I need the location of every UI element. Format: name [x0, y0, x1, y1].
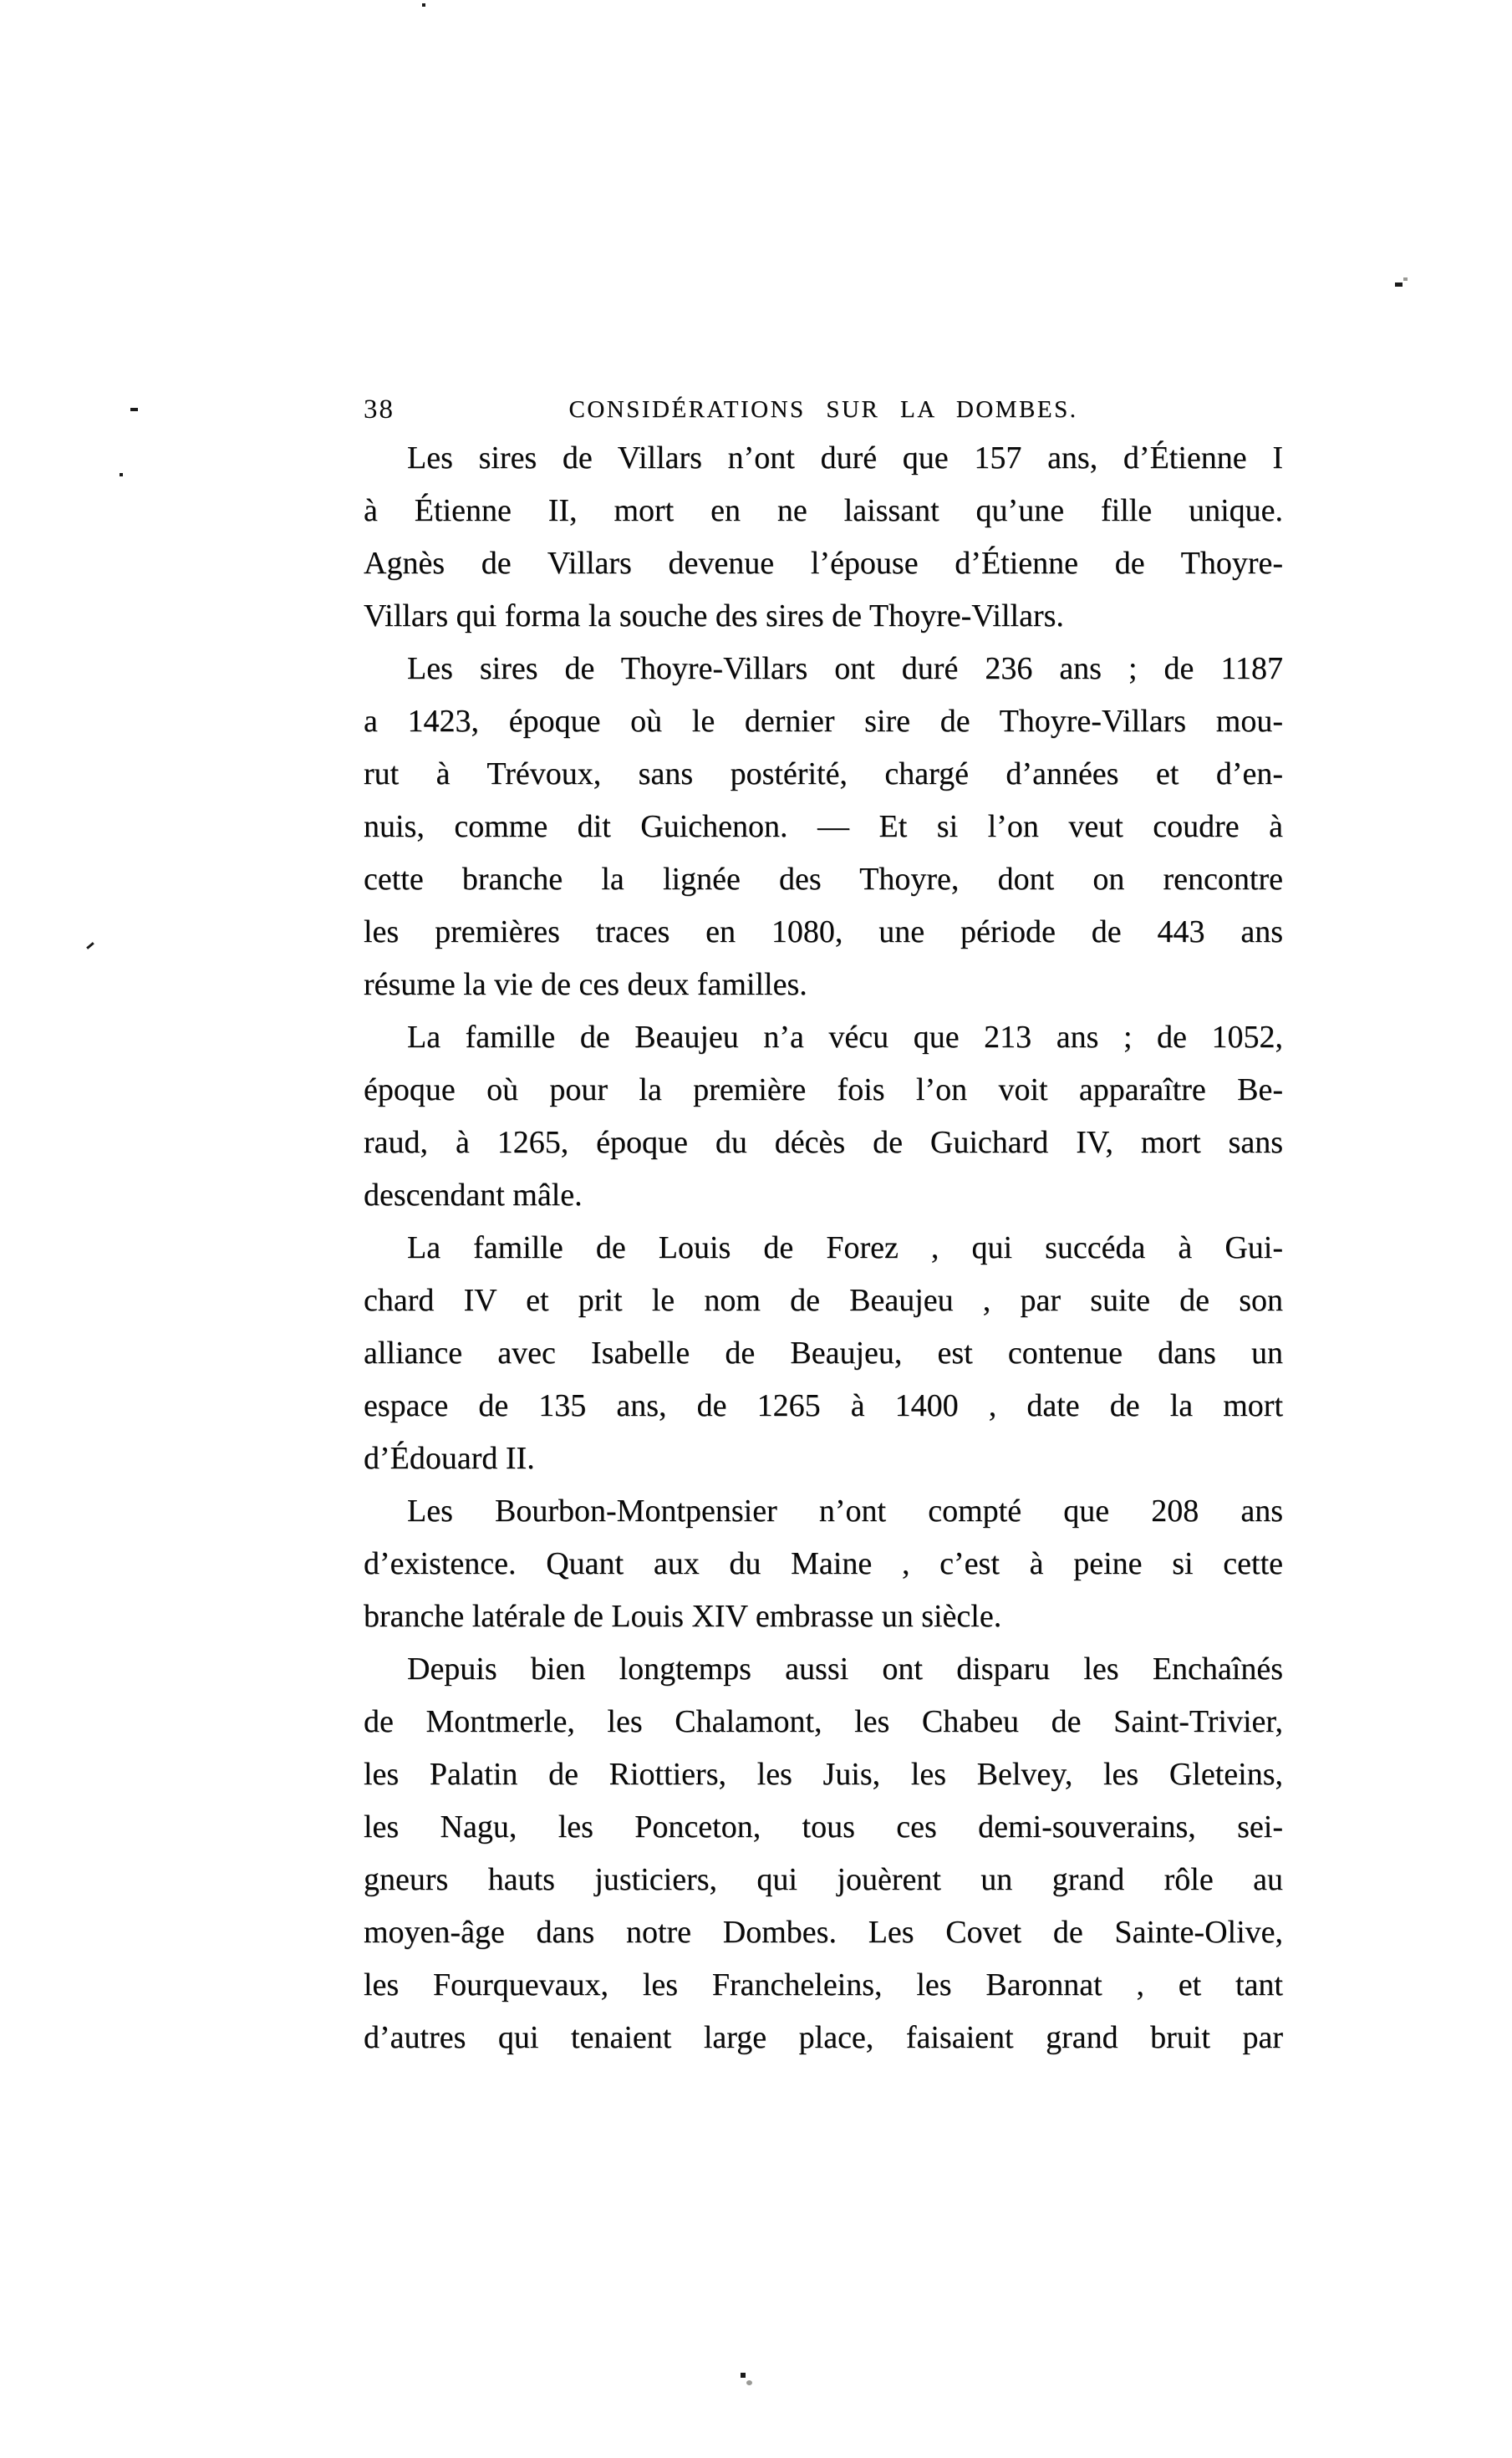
page-number: 38 [364, 394, 395, 425]
text-line: Les sires de Thoyre-Villars ont duré 236 ans ; de 1187 [407, 651, 1283, 686]
ink-speck [1403, 277, 1408, 281]
text-line: résume la vie de ces deux familles. [364, 967, 807, 1002]
text-line: Les Bourbon-Montpensier n’ont compté que 208 ans [407, 1494, 1283, 1529]
text-line: d’Édouard II. [364, 1441, 535, 1476]
text-line: La famille de Beaujeu n’a vécu que 213 ans ; de 1052, [407, 1020, 1283, 1055]
text-line: moyen-âge dans notre Dombes. Les Covet de Sainte-Olive, [364, 1915, 1283, 1950]
text-line: les Nagu, les Ponceton, tous ces demi-souverains, sei- [364, 1809, 1283, 1845]
text-line: branche latérale de Louis XIV embrasse un siècle. [364, 1599, 1002, 1634]
text-line: chard IV et prit le nom de Beaujeu , par suite de son [364, 1283, 1283, 1318]
text-line: de Montmerle, les Chalamont, les Chabeu de Saint-Trivier, [364, 1704, 1283, 1739]
running-title: CONSIDÉRATIONS SUR LA DOMBES. [568, 396, 1078, 423]
text-line: à Étienne II, mort en ne laissant qu’une fille unique. [364, 493, 1283, 528]
text-line: d’autres qui tenaient large place, faisaient grand bruit par [364, 2020, 1283, 2055]
text-line: descendant mâle. [364, 1178, 583, 1213]
text-line: d’existence. Quant aux du Maine , c’est à peine si cette [364, 1546, 1283, 1581]
text-line: époque où pour la première fois l’on voit apparaître Be- [364, 1072, 1283, 1107]
text-line: raud, à 1265, époque du décès de Guichard IV, mort sans [364, 1125, 1283, 1160]
text-line: alliance avec Isabelle de Beaujeu, est contenue dans un [364, 1336, 1283, 1371]
text-line: les Fourquevaux, les Francheleins, les Baronnat , et tant [364, 1967, 1283, 2003]
ink-speck [130, 408, 138, 411]
ink-speck [120, 473, 123, 476]
text-line: rut à Trévoux, sans postérité, chargé d’années et d’en- [364, 756, 1283, 791]
ink-speck [741, 2373, 746, 2378]
text-line: Les sires de Villars n’ont duré que 157 ans, d’Étienne I [407, 440, 1283, 476]
text-line: La famille de Louis de Forez , qui succéda à Gui- [407, 1230, 1283, 1265]
text-line: les premières traces en 1080, une période de 443 ans [364, 914, 1283, 949]
running-head [364, 393, 1283, 428]
text-line: Villars qui forma la souche des sires de Thoyre-Villars. [364, 598, 1064, 634]
ink-speck [422, 3, 425, 7]
body-text [364, 432, 1283, 2064]
ink-speck [86, 942, 94, 949]
text-line: Agnès de Villars devenue l’épouse d’Étienne de Thoyre- [364, 546, 1283, 581]
text-line: les Palatin de Riottiers, les Juis, les Belvey, les Gleteins, [364, 1757, 1283, 1792]
text-line: espace de 135 ans, de 1265 à 1400 , date de la mort [364, 1388, 1283, 1423]
text-line: a 1423, époque où le dernier sire de Thoyre-Villars mou- [364, 704, 1283, 739]
text-line: Depuis bien longtemps aussi ont disparu les Enchaînés [407, 1651, 1283, 1687]
ink-speck [1395, 282, 1403, 287]
text-line: cette branche la lignée des Thoyre, dont on rencontre [364, 862, 1283, 897]
text-line: nuis, comme dit Guichenon. — Et si l’on veut coudre à [364, 809, 1283, 844]
ink-speck [746, 2380, 752, 2385]
text-line: gneurs hauts justiciers, qui jouèrent un grand rôle au [364, 1862, 1283, 1897]
